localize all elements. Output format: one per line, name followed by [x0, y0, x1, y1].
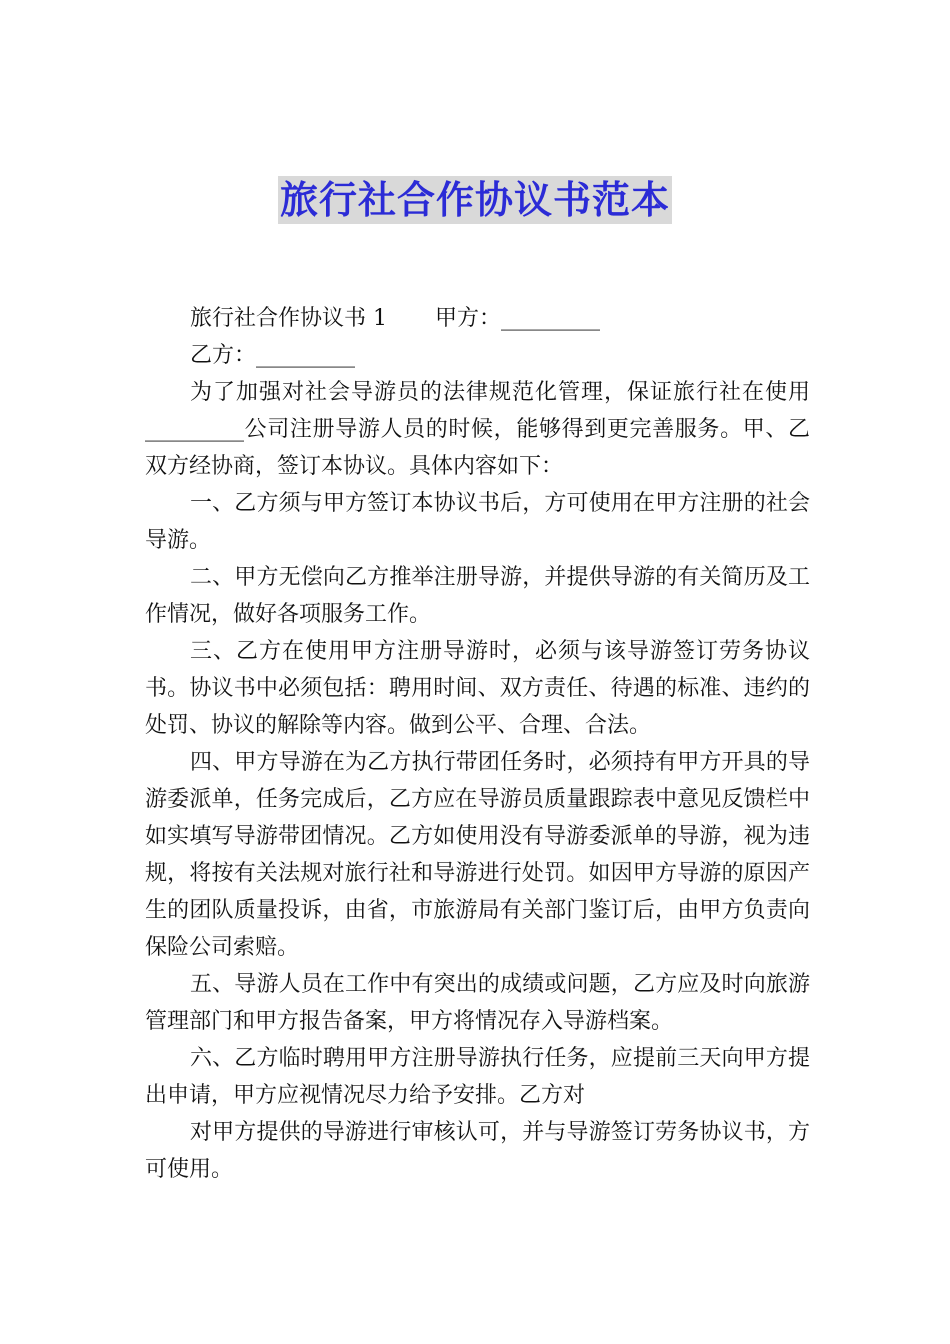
clause-6: 六、乙方临时聘用甲方注册导游执行任务，应提前三天向甲方提出申请，甲方应视情况尽力给予安排。乙方对 — [145, 1046, 810, 1108]
clause-1: 一、乙方须与甲方签订本协议书后，方可使用在甲方注册的社会导游。 — [145, 491, 810, 553]
clause-6-continued: 对甲方提供的导游进行审核认可，并与导游签订劳务协议书，方可使用。 — [145, 1120, 810, 1182]
clause-4: 四、甲方导游在为乙方执行带团任务时，必须持有甲方开具的导游委派单，任务完成后，乙方应在导游员质量跟踪表中意见反馈栏中如实填写导游带团情况。乙方如使用没有导游委派单的导游，视为违规，将按有关法规对旅行社和导游进行处罚。如因甲方导游的原因产生的团队质量投诉，由省，市旅游局有关部门鉴订后，由甲方负责向保险公司索赔。 — [145, 750, 810, 960]
paragraph-heading-line — [145, 300, 810, 337]
clause-3: 三、乙方在使用甲方注册导游时，必须与该导游签订劳务协议书。协议书中必须包括：聘用时间、双方责任、待遇的标准、违约的处罚、协议的解除等内容。做到公平、合理、合法。 — [145, 639, 810, 738]
party-b-field: 乙方：_________ — [190, 343, 356, 368]
document-title: 旅行社合作协议书范本 — [279, 178, 670, 222]
paragraph-preamble: 为了加强对社会导游员的法律规范化管理，保证旅行社在使用_________公司注册导游人员的时候，能够得到更完善服务。甲、乙双方经协商，签订本协议。具体内容如下： — [145, 380, 810, 479]
clause-5: 五、导游人员在工作中有突出的成绩或问题，乙方应及时向旅游管理部门和甲方报告备案，甲方将情况存入导游档案。 — [145, 972, 810, 1034]
party-a-field: 甲方：_________ — [435, 306, 601, 331]
agreement-number-label: 旅行社合作协议书 1 — [190, 306, 387, 331]
clause-2: 二、甲方无偿向乙方推举注册导游，并提供导游的有关简历及工作情况，做好各项服务工作。 — [145, 565, 810, 627]
document-body — [145, 300, 810, 1188]
title-container — [0, 176, 950, 224]
